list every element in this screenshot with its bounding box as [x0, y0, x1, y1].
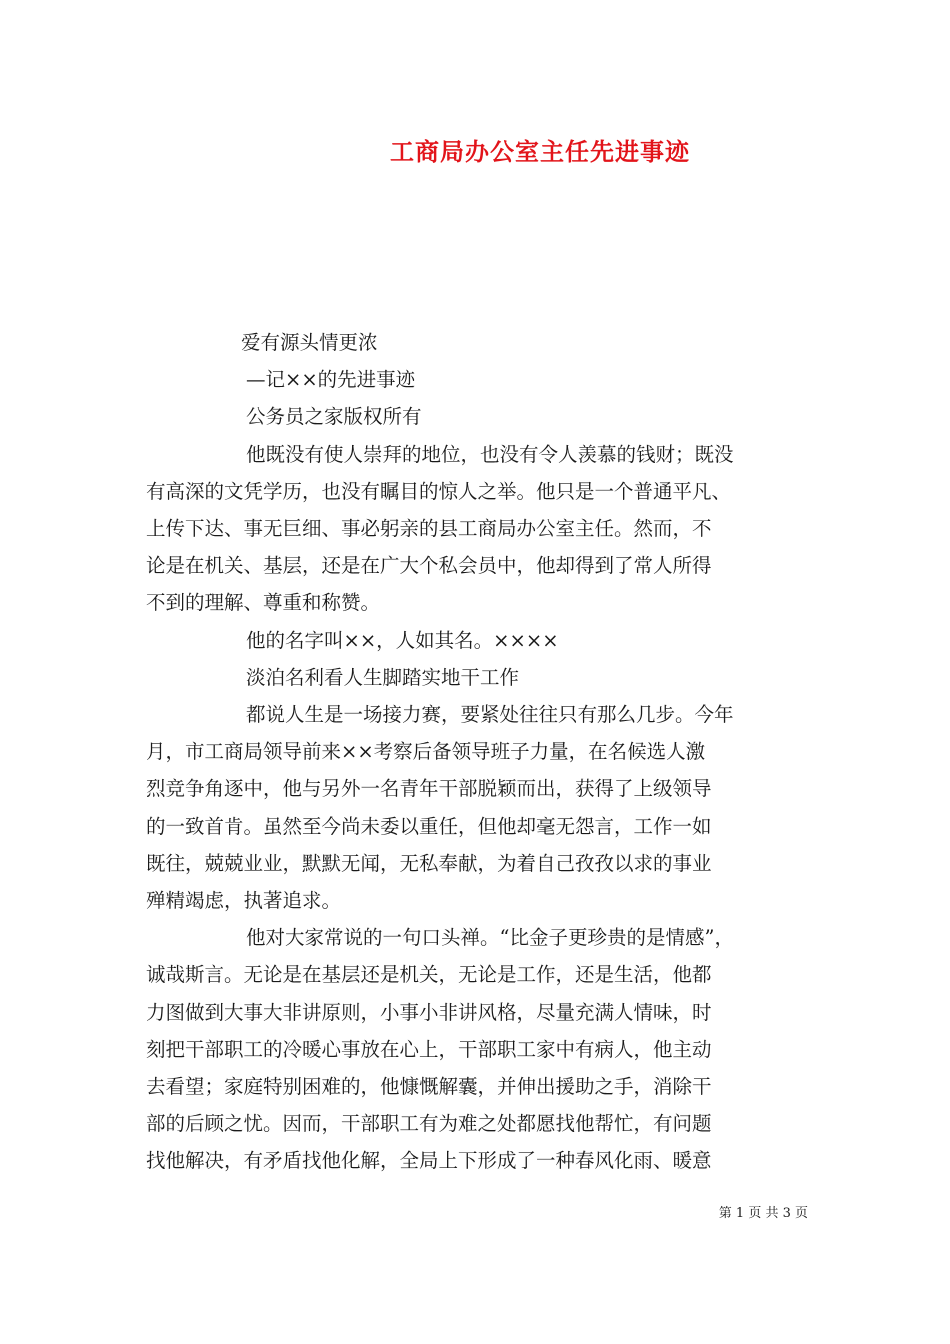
- body-line: 他既没有使人崇拜的地位，也没有令人羡慕的钱财；既没: [246, 442, 734, 466]
- body-line: —记××的先进事迹: [246, 368, 416, 392]
- body-line: 烈竞争角逐中，他与另外一名青年干部脱颖而出，获得了上级领导: [146, 777, 712, 801]
- body-line: 力图做到大事大非讲原则，小事小非讲风格，尽量充满人情味，时: [146, 1000, 712, 1024]
- body-line: 部的后顾之忧。因而，干部职工有为难之处都愿找他帮忙，有问题: [146, 1112, 712, 1136]
- body-line: 都说人生是一场接力赛，要紧处往往只有那么几步。今年: [246, 703, 734, 727]
- body-line: 月，市工商局领导前来××考察后备领导班子力量，在名候选人激: [146, 740, 706, 764]
- body-line: 他对大家常说的一句口头禅。“比金子更珍贵的是情感”，: [246, 926, 734, 950]
- body-line: 既往，兢兢业业，默默无闻，无私奉献，为着自己孜孜以求的事业: [146, 851, 712, 875]
- body-line: 去看望；家庭特别困难的，他慷慨解囊，并伸出援助之手，消除干: [146, 1075, 712, 1099]
- body-line: 不到的理解、尊重和称赞。: [146, 591, 381, 615]
- body-line: 论是在机关、基层，还是在广大个私会员中，他却得到了常人所得: [146, 554, 712, 578]
- body-line: 爱有源头情更浓: [241, 331, 378, 354]
- body-line: 他的名字叫××，人如其名。××××: [246, 628, 559, 652]
- body-line: 殚精竭虑，执著追求。: [146, 889, 342, 913]
- body-line: 找他解决，有矛盾找他化解，全局上下形成了一种春风化雨、暖意: [146, 1149, 712, 1173]
- body-line: 有高深的文凭学历，也没有瞩目的惊人之举。他只是一个普通平凡、: [146, 479, 732, 503]
- document-body: [146, 324, 808, 1180]
- body-line: 淡泊名利看人生脚踏实地干工作: [246, 665, 520, 689]
- body-line: 诚哉斯言。无论是在基层还是机关，无论是工作，还是生活，他都: [146, 963, 712, 987]
- body-line: 的一致首肯。虽然至今尚未委以重任，但他却毫无怨言，工作一如: [146, 814, 712, 838]
- body-line: 刻把干部职工的冷暖心事放在心上，干部职工家中有病人，他主动: [146, 1037, 712, 1061]
- page-footer: 第 1 页 共 3 页: [718, 1206, 808, 1221]
- page-title: 工商局办公室主任先进事迹: [390, 137, 690, 166]
- body-line: 公务员之家版权所有: [246, 405, 422, 429]
- body-line: 上传下达、事无巨细、事必躬亲的县工商局办公室主任。然而，不: [146, 517, 712, 541]
